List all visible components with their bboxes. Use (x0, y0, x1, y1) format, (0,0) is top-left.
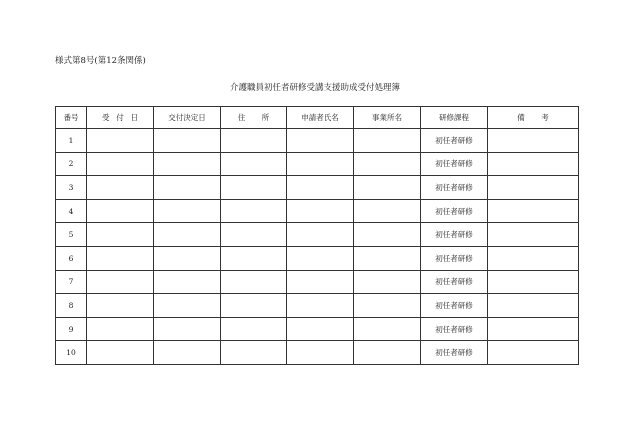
applicant-name-cell[interactable] (287, 246, 354, 270)
reception-date-cell[interactable] (87, 176, 154, 200)
course-cell: 初任者研修 (421, 152, 488, 176)
course-cell: 初任者研修 (421, 294, 488, 318)
header-applicant-name: 申請者氏名 (287, 107, 354, 129)
row-number: 3 (56, 176, 87, 200)
row-number: 6 (56, 246, 87, 270)
address-cell[interactable] (221, 294, 287, 318)
applicant-name-cell[interactable] (287, 341, 354, 365)
table-row (56, 199, 579, 223)
address-cell[interactable] (221, 129, 287, 153)
course-cell: 初任者研修 (421, 129, 488, 153)
document-title: 介護職員初任者研修受講支援助成受付処理簿 (229, 83, 400, 93)
decision-date-cell[interactable] (154, 317, 221, 341)
decision-date-cell[interactable] (154, 152, 221, 176)
office-name-cell[interactable] (354, 129, 421, 153)
applicant-name-cell[interactable] (287, 152, 354, 176)
remarks-cell[interactable] (488, 152, 579, 176)
table-row (56, 246, 579, 270)
office-name-cell[interactable] (354, 152, 421, 176)
header-reception-date: 受付日 (87, 107, 154, 129)
table-row (56, 317, 579, 341)
row-number: 9 (56, 317, 87, 341)
office-name-cell[interactable] (354, 317, 421, 341)
decision-date-cell[interactable] (154, 341, 221, 365)
header-address: 住所 (221, 107, 287, 129)
reception-date-cell[interactable] (87, 246, 154, 270)
header-course: 研修課程 (421, 107, 488, 129)
row-number: 2 (56, 152, 87, 176)
header-number: 番号 (56, 107, 87, 129)
reception-date-cell[interactable] (87, 317, 154, 341)
course-cell: 初任者研修 (421, 246, 488, 270)
table-header-row (56, 107, 579, 129)
address-cell[interactable] (221, 246, 287, 270)
remarks-cell[interactable] (488, 223, 579, 247)
address-cell[interactable] (221, 317, 287, 341)
applicant-name-cell[interactable] (287, 294, 354, 318)
row-number: 5 (56, 223, 87, 247)
course-cell: 初任者研修 (421, 317, 488, 341)
applicant-name-cell[interactable] (287, 317, 354, 341)
office-name-cell[interactable] (354, 294, 421, 318)
row-number: 8 (56, 294, 87, 318)
address-cell[interactable] (221, 223, 287, 247)
table-row (56, 223, 579, 247)
course-cell: 初任者研修 (421, 270, 488, 294)
office-name-cell[interactable] (354, 270, 421, 294)
reception-date-cell[interactable] (87, 129, 154, 153)
office-name-cell[interactable] (354, 223, 421, 247)
row-number: 1 (56, 129, 87, 153)
remarks-cell[interactable] (488, 129, 579, 153)
decision-date-cell[interactable] (154, 294, 221, 318)
course-cell: 初任者研修 (421, 341, 488, 365)
remarks-cell[interactable] (488, 246, 579, 270)
office-name-cell[interactable] (354, 176, 421, 200)
decision-date-cell[interactable] (154, 129, 221, 153)
header-office-name: 事業所名 (354, 107, 421, 129)
applicant-name-cell[interactable] (287, 176, 354, 200)
office-name-cell[interactable] (354, 246, 421, 270)
course-cell: 初任者研修 (421, 199, 488, 223)
table-row (56, 176, 579, 200)
applicant-name-cell[interactable] (287, 270, 354, 294)
row-number: 7 (56, 270, 87, 294)
course-cell: 初任者研修 (421, 223, 488, 247)
reception-date-cell[interactable] (87, 223, 154, 247)
decision-date-cell[interactable] (154, 246, 221, 270)
decision-date-cell[interactable] (154, 223, 221, 247)
office-name-cell[interactable] (354, 341, 421, 365)
decision-date-cell[interactable] (154, 270, 221, 294)
header-remarks: 備考 (488, 107, 579, 129)
reception-date-cell[interactable] (87, 294, 154, 318)
reception-ledger-table (55, 106, 579, 365)
table-row (56, 341, 579, 365)
decision-date-cell[interactable] (154, 199, 221, 223)
remarks-cell[interactable] (488, 317, 579, 341)
remarks-cell[interactable] (488, 341, 579, 365)
table-row (56, 152, 579, 176)
address-cell[interactable] (221, 199, 287, 223)
form-number-label: 様式第8号(第12条関係) (55, 56, 146, 66)
applicant-name-cell[interactable] (287, 223, 354, 247)
table-row (56, 270, 579, 294)
row-number: 4 (56, 199, 87, 223)
remarks-cell[interactable] (488, 199, 579, 223)
reception-date-cell[interactable] (87, 341, 154, 365)
applicant-name-cell[interactable] (287, 199, 354, 223)
remarks-cell[interactable] (488, 294, 579, 318)
reception-date-cell[interactable] (87, 270, 154, 294)
address-cell[interactable] (221, 176, 287, 200)
address-cell[interactable] (221, 270, 287, 294)
reception-date-cell[interactable] (87, 152, 154, 176)
address-cell[interactable] (221, 152, 287, 176)
address-cell[interactable] (221, 341, 287, 365)
remarks-cell[interactable] (488, 270, 579, 294)
decision-date-cell[interactable] (154, 176, 221, 200)
row-number: 10 (56, 341, 87, 365)
table-row (56, 294, 579, 318)
reception-date-cell[interactable] (87, 199, 154, 223)
applicant-name-cell[interactable] (287, 129, 354, 153)
remarks-cell[interactable] (488, 176, 579, 200)
header-decision-date: 交付決定日 (154, 107, 221, 129)
course-cell: 初任者研修 (421, 176, 488, 200)
table-row (56, 129, 579, 153)
office-name-cell[interactable] (354, 199, 421, 223)
